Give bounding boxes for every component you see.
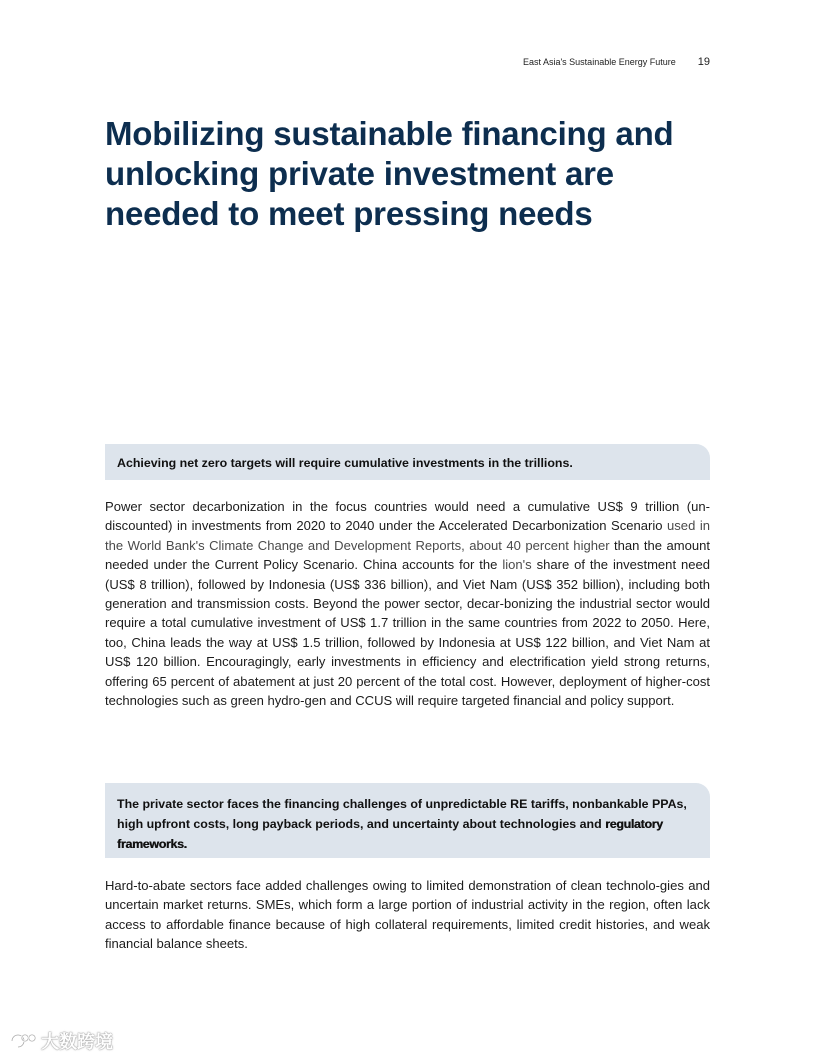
page-title: Mobilizing sustainable financing and unlocking private investment are needed to meet pressing needs xyxy=(105,115,674,232)
paragraph-text: lion's xyxy=(502,557,532,573)
watermark-text: 大数跨境 xyxy=(41,1032,113,1052)
paragraph-text: Power sector decarbonization in the focus countries would need a cumulative US$ 9 trillion (un-discounted) in investments from 2020 to 2040 under the Accelerated Decarbonization Scenario xyxy=(105,499,710,534)
body-paragraph-investment-needs xyxy=(105,497,710,710)
running-header xyxy=(523,56,710,68)
logo-icon xyxy=(8,1031,38,1051)
running-title: East Asia's Sustainable Energy Future xyxy=(522,57,676,67)
paragraph-text: used in the World Bank's Climate Change and Development Reports, about 40 percent higher xyxy=(105,518,711,553)
page-number: 19 xyxy=(697,56,710,68)
body-paragraph-hard-to-abate: Hard-to-abate sectors face added challenges owing to limited demonstration of clean technolo-gies and uncertain market returns. SMEs, which form a large portion of industrial activity in the region, often lack access to affordable finance because of high collateral requirements, limited credit histories, and weak financial balance sheets. xyxy=(105,878,710,952)
callout-text: Achieving net zero targets will require cumulative investments in the trillions. xyxy=(117,456,573,470)
callout-box-investments xyxy=(105,444,710,480)
paragraph-text: share of the investment need (US$ 8 trillion), followed by Indonesia (US$ 336 billion), and Viet Nam (US$ 352 billion), including both generation and transmission costs. Beyond the power sector, decar-bonizing the industrial sector would require a total cumulative investment of US$ 1.7 trillion in the same countries from 2022 to 2050. Here, too, China leads the way at US$ 1.5 trillion, followed by Indonesia at US$ 122 billion, and Viet Nam at US$ 120 billion. Encouragingly, early investments in efficiency and electrification yield strong returns, offering 65 percent of abatement at just 20 percent of the total cost. However, deployment of higher-cost technologies such as green hydro-gen and CCUS will require targeted financial and policy support. xyxy=(105,557,711,709)
callout-text-emphasis: regulatory frameworks. xyxy=(117,817,663,851)
watermark xyxy=(8,1028,113,1054)
callout-box-private-sector xyxy=(105,783,710,858)
callout-text: The private sector faces the financing challenges of unpredictable RE tariffs, nonbankable PPAs, high upfront costs, long payback periods, and uncertainty about technologies and xyxy=(117,797,687,831)
paragraph-text: than the amount needed under the Current Policy Scenario. China accounts for the xyxy=(105,537,710,573)
